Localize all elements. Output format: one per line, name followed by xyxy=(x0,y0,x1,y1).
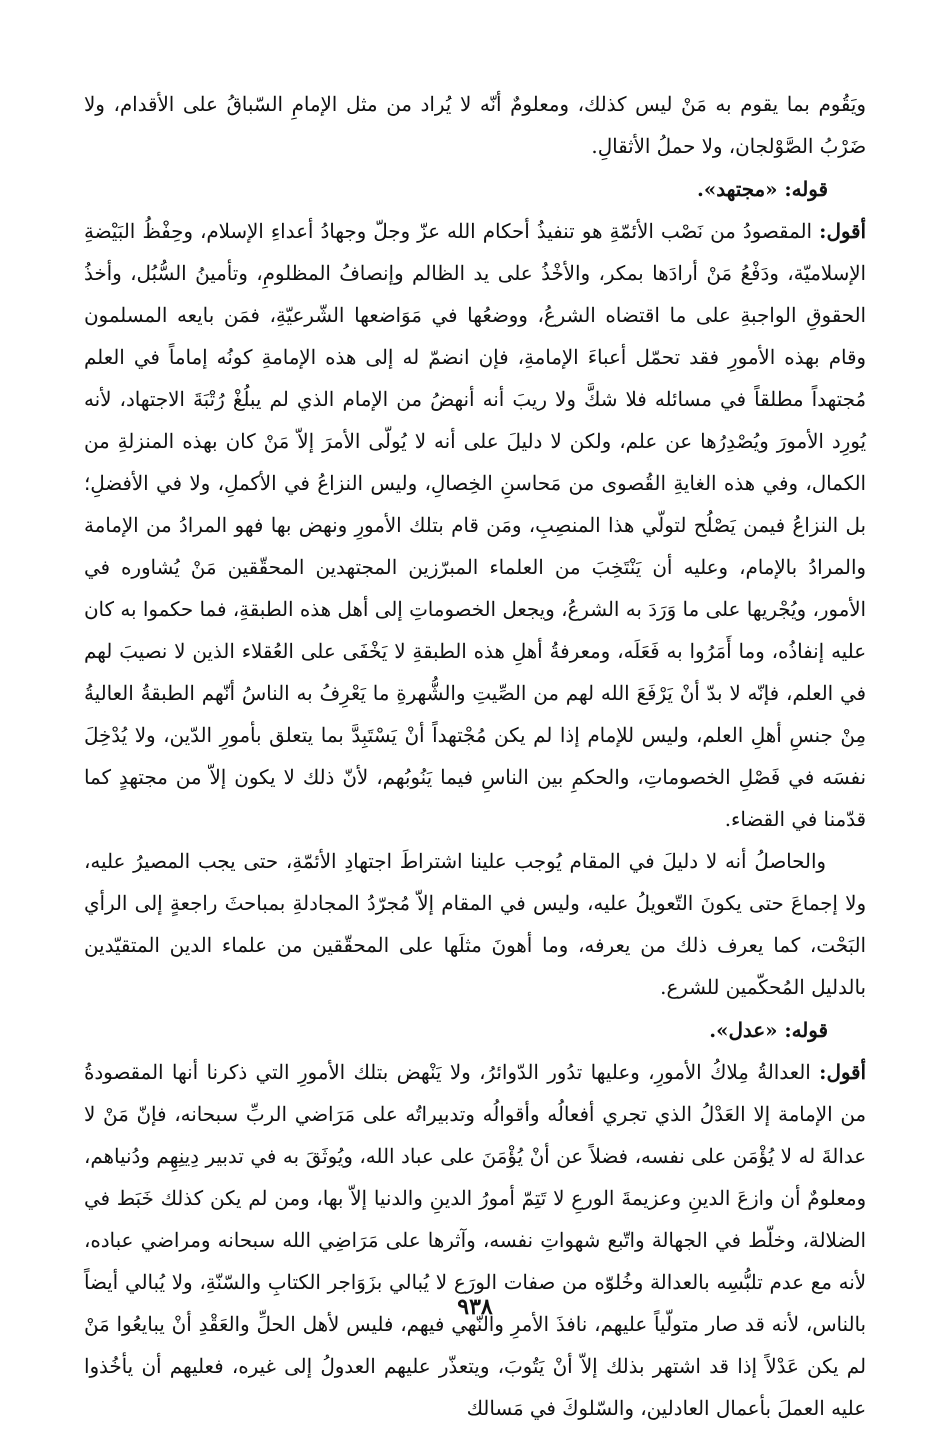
heading-adl xyxy=(84,1009,866,1051)
section-label: أقول: xyxy=(819,219,866,243)
heading-term: «مجتهد». xyxy=(697,177,778,201)
heading-label: قوله: xyxy=(784,177,828,201)
section-adl xyxy=(84,1051,866,1430)
page-body xyxy=(84,84,866,1430)
page-number: ٩٣٨ xyxy=(457,1294,493,1320)
section-body: العدالةُ مِلاكُ الأمورِ، وعليها تدُور الدّوائرُ، ولا يَنْهض بتلك الأمورِ التي ذكرنا أنها المقصودةُ من الإمامة إلا العَدْلُ الذي تجري أفعالُه وأقوالُه وتدبيراتُه على مَرَاضي الربِّ سبحانه، فإنّ مَنْ لا عدالةَ له لا يُؤْمَن على نفسه، فضلاً عن أنْ يُؤْمَنَ على عباد الله، ويُوثَقَ به في تدبير دِينِهِم ودُنياهم، ومعلومٌ أن وازعَ الدينِ وعزيمةَ الورعِ لا تَتِمّ أمورُ الدينِ والدنيا إلاّ بها، ومن لم يكن كذلك خَبَط في الضلالة، وخلّط في الجهالة واتّبع شهواتِ نفسه، وآثرها على مَرَاضِي الله سبحانه ومراضي عباده، لأنه مع عدم تلبُّسِه بالعدالة وخُلوّه من صفات الورَع لا يُبالي بزَوَاجر الكتابِ والسّنّةِ، ولا يُبالي أيضاً بالناس، لأنه قد صار متولّياً عليهم، نافذَ الأمرِ والنّهي فيهم، فليس لأهل الحلِّ والعَقْدِ أنْ يبايعُوا مَنْ لم يكن عَدْلاً إذا قد اشتهر بذلك إلاّ أنْ يَتُوبَ، ويتعذّر عليهم العدولُ إلى غيره، فعليهم أن يأخُذوا عليه العملَ بأعمال العادلين، والسّلوكَ في مَسالك xyxy=(84,1061,866,1420)
heading-mujtahid xyxy=(84,168,866,210)
intro-paragraph: ويَقُوم بما يقوم به مَنْ ليس كذلك، ومعلومٌ أنّه لا يُراد من مثل الإمامِ السّباقُ على الأقدام، ولا ضَرْبُ الصَّوْلجان، ولا حملُ الأثقالِ. xyxy=(84,93,866,158)
heading-term: «عدل». xyxy=(709,1018,778,1042)
section-body: المقصودُ من نَصْب الأئمّةِ هو تنفيذُ أحكام الله عزّ وجلّ وجهادُ أعداءِ الإسلام، وحِفْظُ البَيْضةِ الإسلاميّة، ودَفْعُ مَنْ أرادَها بمكر، والأخْذُ على يد الظالم وإنصافُ المظلومِ، وتأمينُ السُّبُل، وأخذُ الحقوقِ الواجبةِ على ما اقتضاه الشرعُ، ووضعُها في مَوَاضعها الشّرعيّةِ، فمَن بايعه المسلمون وقام بهذه الأمورِ فقد تحمّل أعباءَ الإمامةِ، فإن انضمّ له إلى هذه الإمامةِ كونُه إماماً في العلم مُجتهداً مطلقاً في مسائله فلا شكَّ ولا ريبَ أنه أنهضُ من الإمام الذي لم يبلُغْ رُتْبَةَ الاجتهاد، لأنه يُورِد الأمورَ ويُصْدِرُها عن علم، ولكن لا دليلَ على أنه لا يُولّى الأمرَ إلاّ مَنْ كان بهذه المنزلةِ من الكمال، وفي هذه الغايةِ القُصوى من مَحاسنِ الخِصالِ، وليس النزاعُ في الأكملِ، ولا في الأفضلِ؛ بل النزاعُ فيمن يَصْلُح لتولّي هذا المنصِبِ، ومَن قام بتلك الأمورِ ونهض بها فهو المرادُ من الإمامة والمرادُ بالإمام، وعليه أن يَنْتَخِبَ من العلماء المبرّزين المجتهدين المحقّقين مَنْ يُشاوره في الأمور، ويُجْريها على ما وَرَدَ به الشرعُ، ويجعل الخصوماتِ إلى أهل هذه الطبقةِ، فما حكموا به كان عليه إنفاذُه، وما أَمَرُوا به فَعَلَه، ومعرفةُ أهلِ هذه الطبقةِ لا يَخْفَى على العُقلاء الذين لا نصيبَ لهم في العلم، فإنّه لا بدّ أنْ يَرْفَعَ الله لهم من الصِّيتِ والشُّهرةِ ما يَعْرِفُ به الناسُ أنّهم الطبقةُ العاليةُ مِنْ جنسِ أهلِ العلم، وليس للإمام إذا لم يكن مُجْتهداً أنْ يَسْتَبِدَّ بما يتعلق بأمورِ الدّين، ولا يُدْخِلَ نفسَه في فَصْلِ الخصوماتِ، والحكمِ بين الناسِ فيما يَنُوبُهم، لأنّ ذلك لا يكون إلاّ من مجتهدٍ كما قدّمنا في القضاء. xyxy=(84,220,866,831)
section-label: أقول: xyxy=(819,1060,866,1084)
conclusion-paragraph: والحاصلُ أنه لا دليلَ في المقام يُوجب علينا اشتراطَ اجتهادِ الأئمّةِ، حتى يجب المصيرُ عليه، ولا إجماعَ حتى يكونَ التّعويلُ عليه، وليس في المقام إلاّ مُجرّدُ المجادلةِ بمباحثَ راجعةٍ إلى الرأي البَحْت، كما يعرف ذلك من يعرفه، وما أهونَ مثلَها على المحقّقين من علماء الدين المتقيّدين بالدليل المُحكّمين للشرع. xyxy=(84,850,866,999)
heading-label: قوله: xyxy=(784,1018,828,1042)
section-mujtahid xyxy=(84,210,866,841)
